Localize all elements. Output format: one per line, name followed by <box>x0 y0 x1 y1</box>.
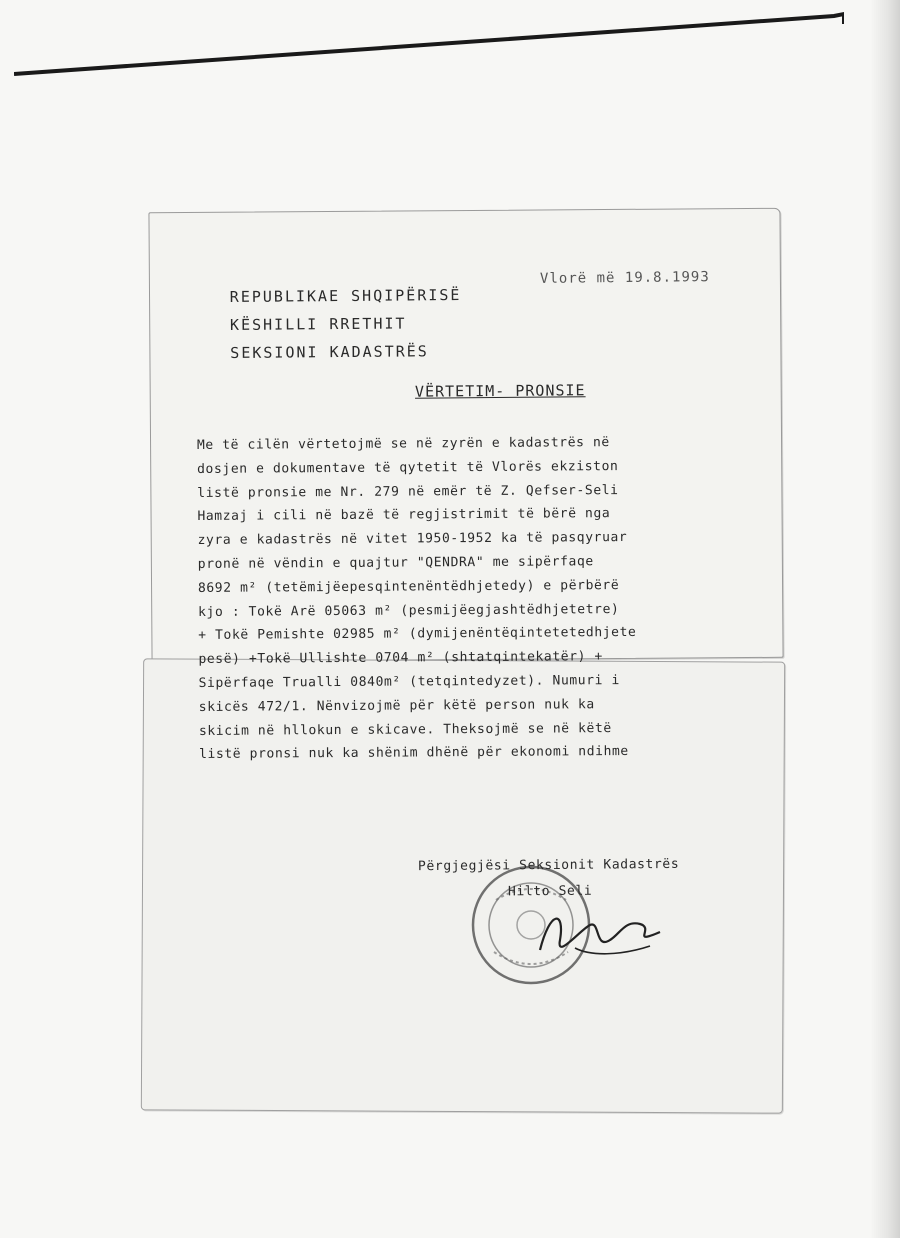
body-line: pronë në vëndin e quajtur "QENDRA" me sipërfaqe <box>197 554 594 572</box>
body-line: pesë) +Tokë Ullishte 0704 m² (shtatqintekatër) + <box>198 649 603 668</box>
signatory-title: Përgjegjësi Seksionit Kadastrës <box>417 856 680 875</box>
body-line: skicim në hllokun e skicave. Theksojmë se në këtë <box>198 720 612 739</box>
body-line: listë pronsie me Nr. 279 në emër të Z. Qefser-Seli <box>197 482 619 501</box>
body-line: skicës 472/1. Nënvizojmë për këtë person nuk ka <box>198 696 595 715</box>
page-shadow <box>870 0 900 1238</box>
body-line: 8692 m² (tetëmijëepesqintenëntëdhjetedy) e përbërë <box>197 577 620 596</box>
document-title: VËRTETIM- PRONSIE <box>414 381 586 401</box>
letterhead-line-1: REPUBLIKAE SHQIPËRISË <box>229 285 462 307</box>
body-line: Sipërfaqe Trualli 0840m² (tetqintedyzet). Numuri i <box>198 672 620 691</box>
body-line: Me të cilën vërtetojmë se në zyrën e kadastrës në <box>196 435 610 453</box>
top-edge-line <box>14 10 844 80</box>
letterhead-line-2: KËSHILLI RRETHIT <box>229 314 407 335</box>
body-line: Hamzaj i cili në bazë të regjistrimit të bërë nga <box>197 506 611 525</box>
letterhead-line-3: SEKSIONI KADASTRËS <box>230 342 429 363</box>
body-line: zyra e kadastrës në vitet 1950-1952 ka të pasqyruar <box>197 530 628 549</box>
document-body <box>197 430 759 767</box>
body-line: + Tokë Pemishte 02985 m² (dymijenëntëqintetetedhjete <box>198 625 637 644</box>
letterhead <box>230 281 462 367</box>
body-line: kjo : Tokë Arë 05063 m² (pesmijëegjashtëdhjetetre) <box>198 601 620 620</box>
body-line: dosjen e dokumentave të qytetit të Vlorës ekziston <box>197 458 619 477</box>
signatory-name: Hilto Seli <box>507 883 593 900</box>
document-date: Vlorë më 19.8.1993 <box>539 269 710 287</box>
handwritten-signature <box>520 890 680 970</box>
body-line: listë pronsi nuk ka shënim dhënë për ekonomi ndihme <box>199 744 629 763</box>
